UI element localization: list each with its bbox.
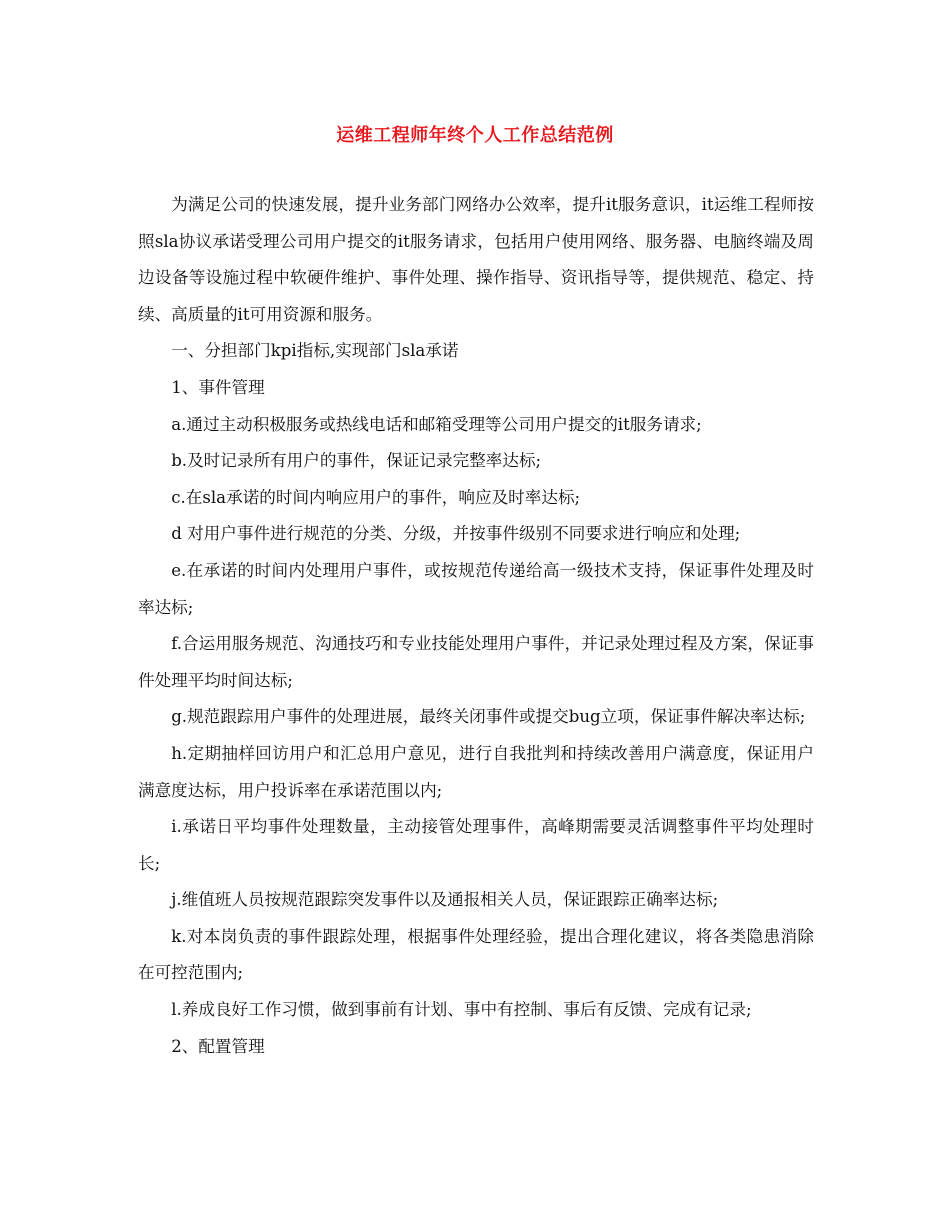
list-item-f: f.合运用服务规范、沟通技巧和专业技能处理用户事件，并记录处理过程及方案，保证事件处理平均时间达标;: [138, 634, 814, 690]
subsection-heading-config-management: 2、配置管理: [171, 1036, 265, 1056]
list-item-l: l.养成良好工作习惯，做到事前有计划、事中有控制、事后有反馈、完成有记录;: [171, 1000, 752, 1020]
list-item-c: c.在sla承诺的时间内响应用户的事件，响应及时率达标;: [171, 487, 581, 507]
document-title: 运维工程师年终个人工作总结范例: [336, 125, 614, 146]
list-item-g: g.规范跟踪用户事件的处理进展，最终关闭事件或提交bug立项，保证事件解决率达标;: [171, 707, 806, 727]
list-item-e: e.在承诺的时间内处理用户事件，或按规范传递给高一级技术支持，保证事件处理及时率达标;: [138, 560, 814, 617]
paragraph-intro: 为满足公司的快速发展，提升业务部门网络办公效率，提升it服务意识，it运维工程师按照sla协议承诺受理公司用户提交的it服务请求，包括用户使用网络、服务器、电脑终端及周边设备等设施过程中软硬件维护、事件处理、操作指导、资讯指导等，提供规范、稳定、持续、高质量的it可用资源和服务。: [138, 195, 814, 324]
subsection-heading-event-management: 1、事件管理: [171, 377, 265, 397]
list-item-a: a.通过主动积极服务或热线电话和邮箱受理等公司用户提交的it服务请求;: [171, 414, 702, 434]
list-item-d: d 对用户事件进行规范的分类、分级，并按事件级别不同要求进行响应和处理;: [171, 524, 741, 544]
list-item-j: j.维值班人员按规范跟踪突发事件以及通报相关人员，保证跟踪正确率达标;: [171, 890, 719, 910]
list-item-i: i.承诺日平均事件处理数量，主动接管处理事件，高峰期需要灵活调整事件平均处理时长;: [138, 817, 814, 873]
list-item-h: h.定期抽样回访用户和汇总用户意见，进行自我批判和持续改善用户满意度，保证用户满意度达标，用户投诉率在承诺范围以内;: [138, 743, 814, 800]
document-body: [138, 187, 814, 1065]
section-heading-1: 一、分担部门kpi指标,实现部门sla承诺: [171, 341, 459, 361]
list-item-b: b.及时记录所有用户的事件，保证记录完整率达标;: [171, 451, 542, 471]
list-item-k: k.对本岗负责的事件跟踪处理，根据事件处理经验，提出合理化建议，将各类隐患消除在可控范围内;: [138, 926, 814, 983]
